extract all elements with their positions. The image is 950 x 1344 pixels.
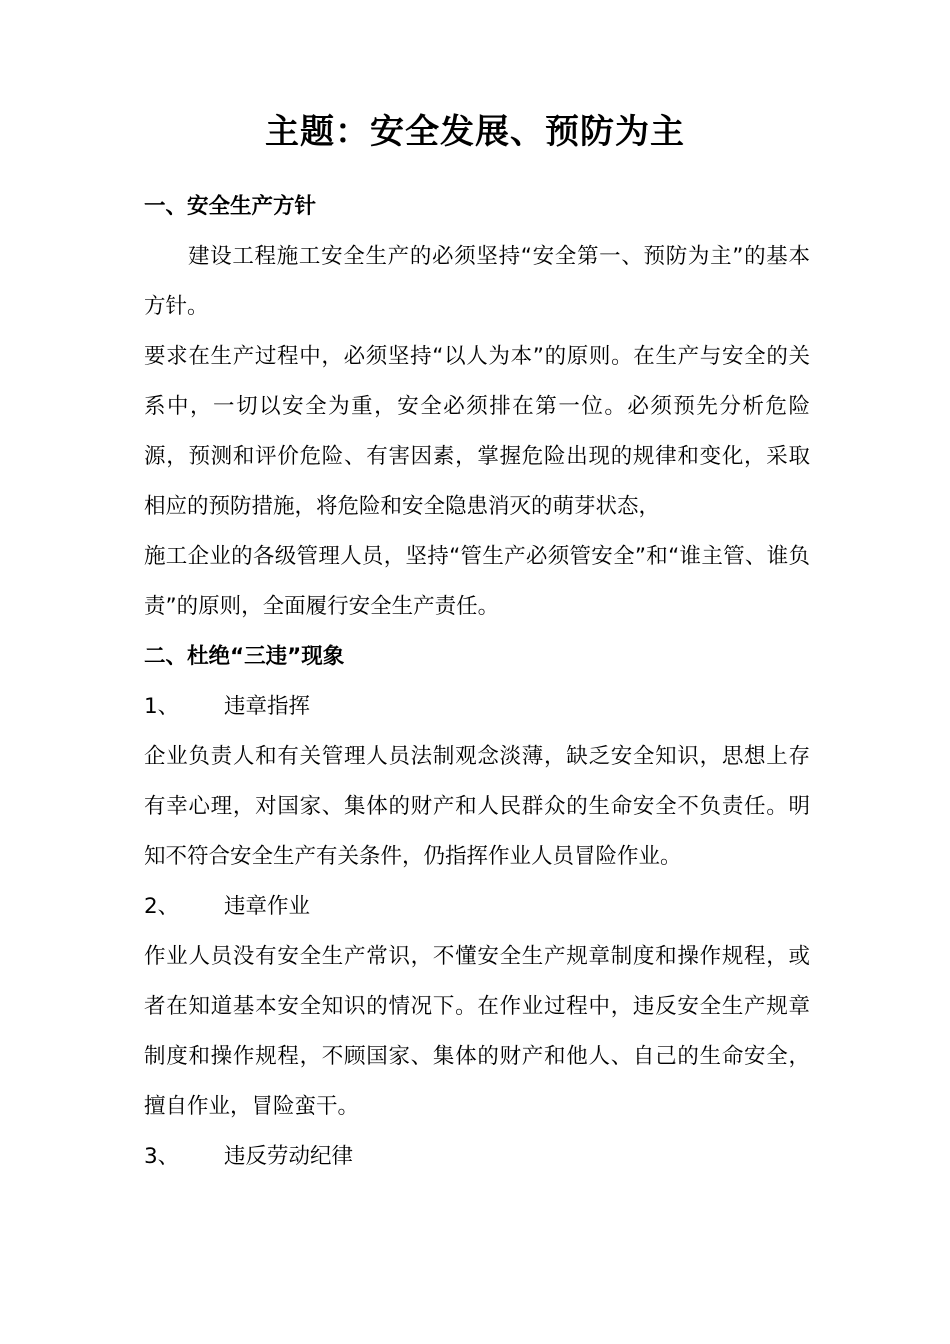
list-item-label: 违反劳动纪律 xyxy=(224,1144,354,1169)
paragraph-management: 施工企业的各级管理人员，坚持“管生产必须管安全”和“谁主管、谁负责”的原则，全面履行安全生产责任。 xyxy=(144,544,810,619)
section-heading-2: 二、杜绝“三违”现象 xyxy=(144,644,345,669)
list-item-label: 违章作业 xyxy=(224,894,311,919)
paragraph-policy: 建设工程施工安全生产的必须坚持“安全第一、预防为主”的基本方针。 xyxy=(144,244,810,319)
list-item-text: 作业人员没有安全生产常识，不懂安全生产规章制度和操作规程，或者在知道基本安全知识的情况下。在作业过程中，违反安全生产规章制度和操作规程，不顾国家、集体的财产和他人、自己的生命安全，擅自作业，冒险蛮干。 xyxy=(144,944,810,1119)
list-item-number: 2、 xyxy=(144,894,180,919)
list-item-label: 违章指挥 xyxy=(224,694,311,719)
list-item-number: 3、 xyxy=(144,1144,180,1169)
list-item-text: 企业负责人和有关管理人员法制观念淡薄，缺乏安全知识，思想上存有幸心理，对国家、集体的财产和人民群众的生命安全不负责任。明知不符合安全生产有关条件，仍指挥作业人员冒险作业。 xyxy=(144,744,810,869)
list-item-heading xyxy=(144,1132,810,1182)
section-heading-1: 一、安全生产方针 xyxy=(144,194,317,219)
list-item-number: 1、 xyxy=(144,694,180,719)
list-item-heading xyxy=(144,882,810,932)
document-body xyxy=(144,182,810,1182)
list-item-heading xyxy=(144,682,810,732)
document-title: 主题：安全发展、预防为主 xyxy=(265,112,685,152)
paragraph-requirements: 要求在生产过程中，必须坚持“以人为本”的原则。在生产与安全的关系中，一切以安全为重，安全必须排在第一位。必须预先分析危险源，预测和评价危险、有害因素，掌握危险出现的规律和变化，采取相应的预防措施，将危险和安全隐患消灭的萌芽状态， xyxy=(144,344,810,519)
